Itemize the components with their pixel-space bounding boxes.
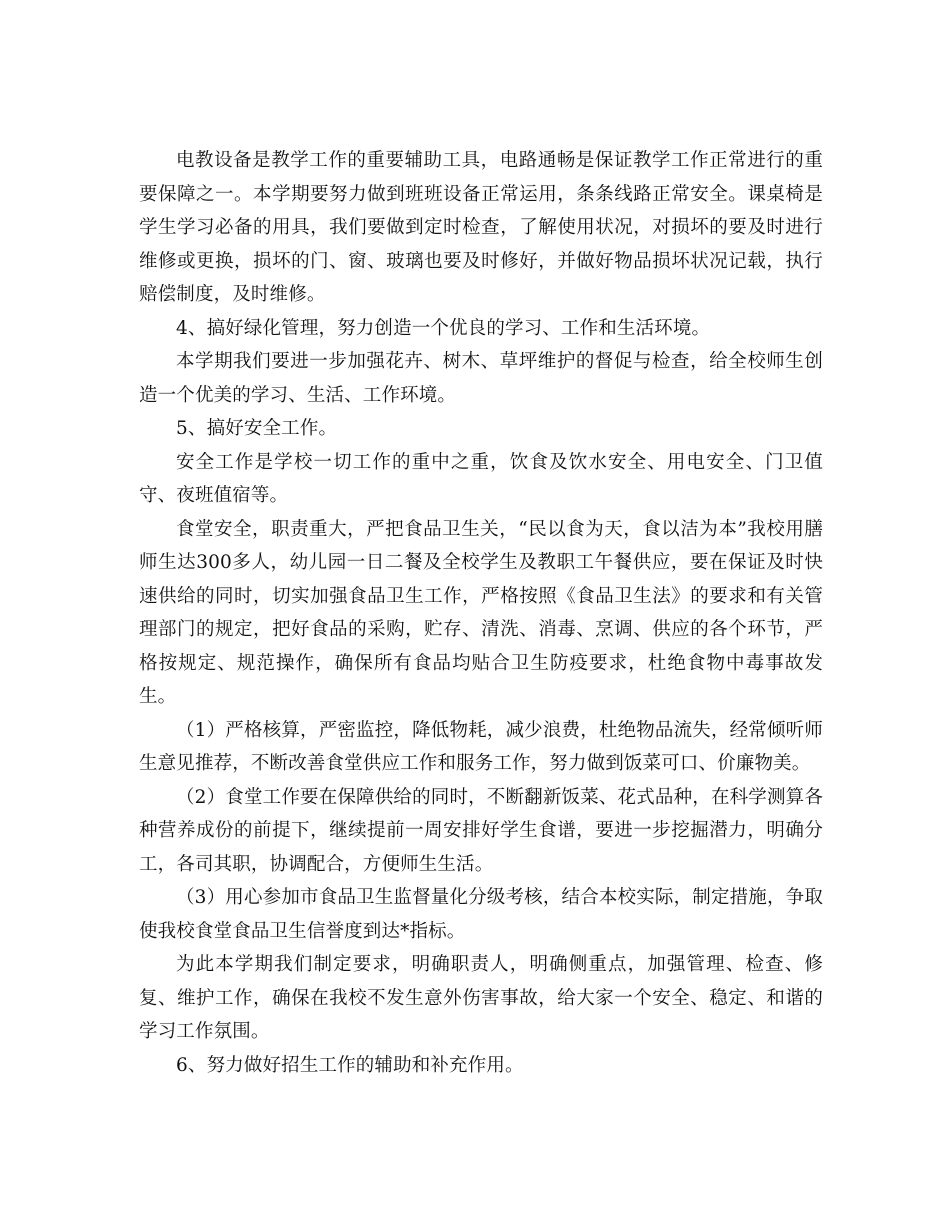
paragraph-canteen-safety: 食堂安全，职责重大，严把食品卫生关，“民以食为天，食以洁为本”我校用膳师生达300多人，幼儿园一日二餐及全校学生及教职工午餐供应，要在保证及时快速供给的同时，切实加强食品卫生工作，严格按照《食品卫生法》的要求和有关管理部门的规定，把好食品的采购，贮存、清洗、消毒、烹调、供应的各个环节，严格按规定、规范操作，确保所有食品均贴合卫生防疫要求，杜绝食物中毒事故发生。	[139, 518, 823, 707]
paragraph-safety-overview: 安全工作是学校一切工作的重中之重，饮食及饮水安全、用电安全、门卫值守、夜班值宿等。	[139, 451, 823, 506]
heading-enrollment: 6、努力做好招生工作的辅助和补充作用。	[176, 1054, 524, 1076]
document-body	[139, 144, 823, 1082]
paragraph-requirements: 为此本学期我们制定要求，明确职责人，明确侧重点，加强管理、检查、修复、维护工作，确保在我校不发生意外伤害事故，给大家一个安全、稳定、和谐的学习工作氛围。	[139, 954, 823, 1042]
heading-safety-work: 5、搞好安全工作。	[176, 418, 338, 439]
list-item-canteen-3: （3）用心参加市食品卫生监督量化分级考核，结合本校实际，制定措施，争取使我校食堂食品卫生信誉度到达*指标。	[139, 887, 823, 942]
list-item-canteen-1: （1）严格核算，严密监控，降低物耗，减少浪费，杜绝物品流失，经常倾听师生意见推荐，不断改善食堂供应工作和服务工作，努力做到饭菜可口、价廉物美。	[139, 719, 823, 774]
paragraph-greening: 本学期我们要进一步加强花卉、树木、草坪维护的督促与检查，给全校师生创造一个优美的学习、生活、工作环境。	[139, 351, 823, 406]
heading-greening-management: 4、搞好绿化管理，努力创造一个优良的学习、工作和生活环境。	[176, 317, 711, 339]
paragraph-equipment-maintenance: 电教设备是教学工作的重要辅助工具，电路通畅是保证教学工作正常进行的重要保障之一。本学期要努力做到班班设备正常运用，条条线路正常安全。课桌椅是学生学习必备的用具，我们要做到定时检查，了解使用状况，对损坏的要及时进行维修或更换，损坏的门、窗、玻璃也要及时修好，并做好物品损坏状况记载，执行赔偿制度，及时维修。	[139, 150, 823, 305]
list-item-canteen-2: （2）食堂工作要在保障供给的同时，不断翻新饭菜、花式品种，在科学测算各种营养成份的前提下，继续提前一周安排好学生食谱，要进一步挖掘潜力，明确分工，各司其职，协调配合，方便师生生活。	[139, 786, 823, 875]
